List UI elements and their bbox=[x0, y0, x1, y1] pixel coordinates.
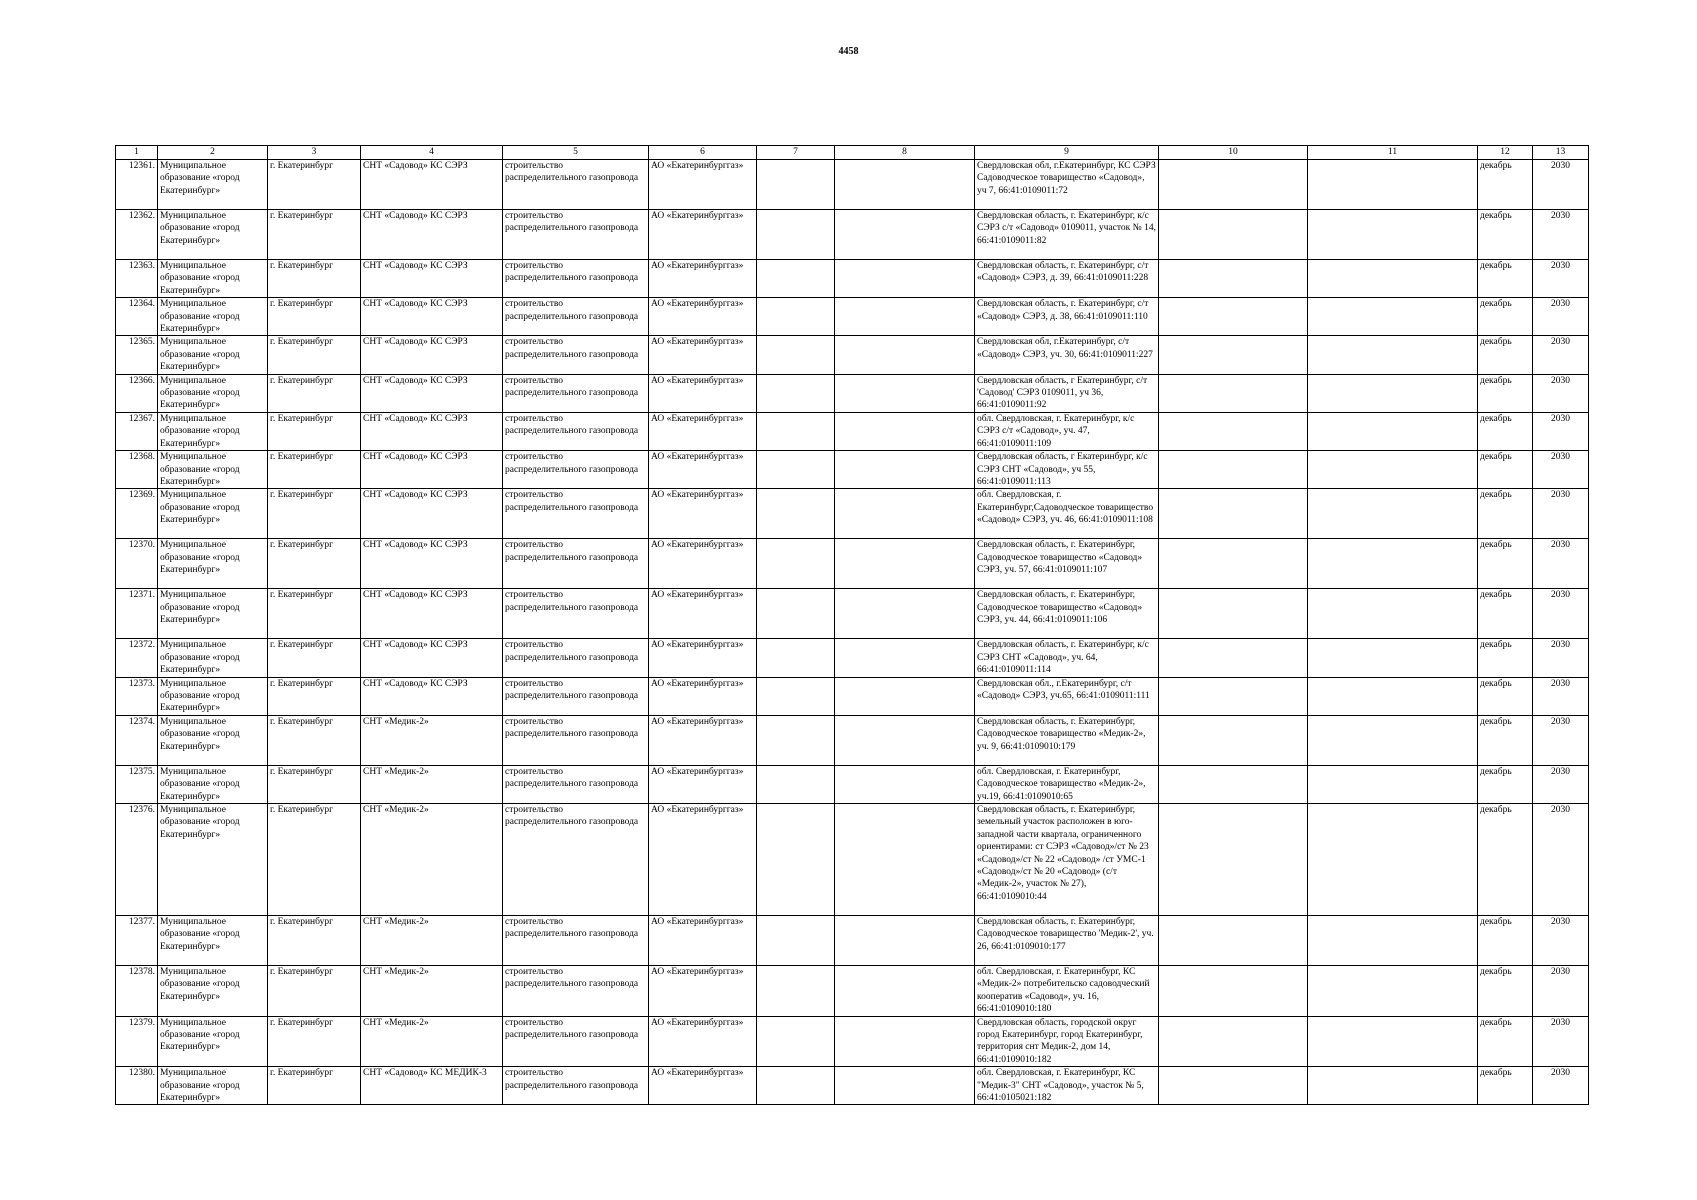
owner-cell: Муниципальное образование «город Екатеринбург» bbox=[158, 210, 268, 260]
year-cell: 2030 bbox=[1533, 489, 1589, 539]
purpose-cell: строительство распределительного газопровода bbox=[503, 965, 649, 1016]
column-header-7: 7 bbox=[757, 146, 835, 160]
empty-cell-11 bbox=[1308, 412, 1478, 450]
object-cell: СНТ «Садовод» КС СЭРЗ bbox=[361, 298, 503, 336]
month-cell: декабрь bbox=[1478, 915, 1533, 965]
operator-cell: АО «Екатеринбурггаз» bbox=[649, 765, 757, 803]
empty-cell-10 bbox=[1159, 765, 1308, 803]
empty-cell-8 bbox=[835, 298, 975, 336]
empty-cell-8 bbox=[835, 715, 975, 765]
table-body bbox=[116, 160, 1589, 1105]
owner-cell: Муниципальное образование «город Екатеринбург» bbox=[158, 489, 268, 539]
empty-cell-10 bbox=[1159, 336, 1308, 374]
address-cell: Свердловская область, г Екатеринбург, с/т 'Садовод' СЭРЗ 0109011, уч 36, 66:41:0109011:92 bbox=[975, 374, 1159, 412]
empty-cell-11 bbox=[1308, 260, 1478, 298]
table-row bbox=[116, 412, 1589, 450]
address-cell: Свердловская обл, г.Екатеринбург, КС СЭРЗ Садоводческое товарищество «Садовод», уч 7, 66:41:0109011:72 bbox=[975, 160, 1159, 210]
row-number: 12367. bbox=[116, 412, 158, 450]
city-cell: г. Екатеринбург bbox=[268, 965, 361, 1016]
empty-cell-11 bbox=[1308, 915, 1478, 965]
empty-cell-10 bbox=[1159, 260, 1308, 298]
row-number: 12373. bbox=[116, 677, 158, 715]
empty-cell-7 bbox=[757, 374, 835, 412]
register-table bbox=[115, 145, 1589, 1105]
empty-cell-7 bbox=[757, 715, 835, 765]
operator-cell: АО «Екатеринбурггаз» bbox=[649, 915, 757, 965]
column-header-6: 6 bbox=[649, 146, 757, 160]
operator-cell: АО «Екатеринбурггаз» bbox=[649, 412, 757, 450]
address-cell: Свердловская область, г. Екатеринбург, с/т «Садовод» СЭРЗ, д. 39, 66:41:0109011:228 bbox=[975, 260, 1159, 298]
empty-cell-8 bbox=[835, 451, 975, 489]
object-cell: СНТ «Медик-2» bbox=[361, 1016, 503, 1067]
owner-cell: Муниципальное образование «город Екатеринбург» bbox=[158, 915, 268, 965]
empty-cell-7 bbox=[757, 915, 835, 965]
empty-cell-7 bbox=[757, 1067, 835, 1105]
empty-cell-8 bbox=[835, 160, 975, 210]
object-cell: СНТ «Садовод» КС СЭРЗ bbox=[361, 160, 503, 210]
row-number: 12366. bbox=[116, 374, 158, 412]
table-row bbox=[116, 715, 1589, 765]
object-cell: СНТ «Садовод» КС СЭРЗ bbox=[361, 639, 503, 677]
empty-cell-11 bbox=[1308, 298, 1478, 336]
object-cell: СНТ «Садовод» КС СЭРЗ bbox=[361, 374, 503, 412]
city-cell: г. Екатеринбург bbox=[268, 589, 361, 639]
city-cell: г. Екатеринбург bbox=[268, 374, 361, 412]
address-cell: Свердловская область, г. Екатеринбург, к/с СЭРЗ СНТ «Садовод», уч. 64, 66:41:0109011:114 bbox=[975, 639, 1159, 677]
year-cell: 2030 bbox=[1533, 374, 1589, 412]
empty-cell-10 bbox=[1159, 1067, 1308, 1105]
month-cell: декабрь bbox=[1478, 489, 1533, 539]
month-cell: декабрь bbox=[1478, 677, 1533, 715]
month-cell: декабрь bbox=[1478, 1016, 1533, 1067]
purpose-cell: строительство распределительного газопровода bbox=[503, 260, 649, 298]
empty-cell-8 bbox=[835, 539, 975, 589]
table-row bbox=[116, 539, 1589, 589]
column-header-3: 3 bbox=[268, 146, 361, 160]
address-cell: обл. Свердловская, г. Екатеринбург, КС "Медик-3" СНТ «Садовод», участок № 5, 66:41:0105021:182 bbox=[975, 1067, 1159, 1105]
purpose-cell: строительство распределительного газопровода bbox=[503, 1016, 649, 1067]
empty-cell-10 bbox=[1159, 965, 1308, 1016]
purpose-cell: строительство распределительного газопровода bbox=[503, 160, 649, 210]
empty-cell-8 bbox=[835, 260, 975, 298]
column-header-9: 9 bbox=[975, 146, 1159, 160]
row-number: 12372. bbox=[116, 639, 158, 677]
empty-cell-7 bbox=[757, 677, 835, 715]
column-header-12: 12 bbox=[1478, 146, 1533, 160]
year-cell: 2030 bbox=[1533, 210, 1589, 260]
object-cell: СНТ «Садовод» КС СЭРЗ bbox=[361, 539, 503, 589]
address-cell: Свердловская область, г. Екатеринбург, Садоводческое товарищество «Садовод» СЭРЗ, уч. 44, 66:41:0109011:106 bbox=[975, 589, 1159, 639]
row-number: 12380. bbox=[116, 1067, 158, 1105]
row-number: 12362. bbox=[116, 210, 158, 260]
owner-cell: Муниципальное образование «город Екатеринбург» bbox=[158, 589, 268, 639]
empty-cell-7 bbox=[757, 589, 835, 639]
operator-cell: АО «Екатеринбурггаз» bbox=[649, 715, 757, 765]
address-cell: Свердловская область, г. Екатеринбург, земельный участок расположен в юго-западной части квартала, ограниченного ориентирами: ст СЭРЗ «Садовод»/ст № 23 «Садовод»/ст № 22 «Садовод» /ст УМС-1 «Садовод»/ст № 20 «Садовод» (с/т «Медик-2», участок № 27), 66:41:0109010:44 bbox=[975, 803, 1159, 915]
year-cell: 2030 bbox=[1533, 336, 1589, 374]
month-cell: декабрь bbox=[1478, 803, 1533, 915]
object-cell: СНТ «Медик-2» bbox=[361, 765, 503, 803]
address-cell: Свердловская область, г. Екатеринбург, Садоводческое товарищество «Медик-2», уч. 9, 66:41:0109010:179 bbox=[975, 715, 1159, 765]
empty-cell-10 bbox=[1159, 412, 1308, 450]
operator-cell: АО «Екатеринбурггаз» bbox=[649, 210, 757, 260]
empty-cell-11 bbox=[1308, 715, 1478, 765]
empty-cell-10 bbox=[1159, 374, 1308, 412]
empty-cell-11 bbox=[1308, 336, 1478, 374]
purpose-cell: строительство распределительного газопровода bbox=[503, 715, 649, 765]
operator-cell: АО «Екатеринбурггаз» bbox=[649, 539, 757, 589]
table-row bbox=[116, 260, 1589, 298]
year-cell: 2030 bbox=[1533, 160, 1589, 210]
object-cell: СНТ «Садовод» КС СЭРЗ bbox=[361, 210, 503, 260]
empty-cell-11 bbox=[1308, 589, 1478, 639]
owner-cell: Муниципальное образование «город Екатеринбург» bbox=[158, 677, 268, 715]
city-cell: г. Екатеринбург bbox=[268, 489, 361, 539]
city-cell: г. Екатеринбург bbox=[268, 715, 361, 765]
address-cell: Свердловская область, городской округ город Екатеринбург, город Екатеринбург, территория снт Медик-2, дом 14, 66:41:0109010:182 bbox=[975, 1016, 1159, 1067]
owner-cell: Муниципальное образование «город Екатеринбург» bbox=[158, 1067, 268, 1105]
operator-cell: АО «Екатеринбурггаз» bbox=[649, 639, 757, 677]
object-cell: СНТ «Садовод» КС СЭРЗ bbox=[361, 677, 503, 715]
empty-cell-7 bbox=[757, 336, 835, 374]
column-header-5: 5 bbox=[503, 146, 649, 160]
month-cell: декабрь bbox=[1478, 412, 1533, 450]
empty-cell-8 bbox=[835, 765, 975, 803]
address-cell: обл. Свердловская, г. Екатеринбург, к/с СЭРЗ с/т «Садовод», уч. 47, 66:41:0109011:109 bbox=[975, 412, 1159, 450]
empty-cell-7 bbox=[757, 489, 835, 539]
row-number: 12361. bbox=[116, 160, 158, 210]
year-cell: 2030 bbox=[1533, 539, 1589, 589]
column-header-10: 10 bbox=[1159, 146, 1308, 160]
object-cell: СНТ «Медик-2» bbox=[361, 803, 503, 915]
owner-cell: Муниципальное образование «город Екатеринбург» bbox=[158, 965, 268, 1016]
empty-cell-8 bbox=[835, 589, 975, 639]
purpose-cell: строительство распределительного газопровода bbox=[503, 412, 649, 450]
empty-cell-7 bbox=[757, 210, 835, 260]
empty-cell-8 bbox=[835, 915, 975, 965]
purpose-cell: строительство распределительного газопровода bbox=[503, 589, 649, 639]
row-number: 12365. bbox=[116, 336, 158, 374]
empty-cell-7 bbox=[757, 451, 835, 489]
empty-cell-7 bbox=[757, 260, 835, 298]
operator-cell: АО «Екатеринбурггаз» bbox=[649, 965, 757, 1016]
city-cell: г. Екатеринбург bbox=[268, 639, 361, 677]
table-row bbox=[116, 589, 1589, 639]
empty-cell-7 bbox=[757, 765, 835, 803]
operator-cell: АО «Екатеринбурггаз» bbox=[649, 260, 757, 298]
column-header-2: 2 bbox=[158, 146, 268, 160]
month-cell: декабрь bbox=[1478, 765, 1533, 803]
owner-cell: Муниципальное образование «город Екатеринбург» bbox=[158, 715, 268, 765]
city-cell: г. Екатеринбург bbox=[268, 1016, 361, 1067]
month-cell: декабрь bbox=[1478, 639, 1533, 677]
operator-cell: АО «Екатеринбурггаз» bbox=[649, 160, 757, 210]
city-cell: г. Екатеринбург bbox=[268, 160, 361, 210]
purpose-cell: строительство распределительного газопровода bbox=[503, 803, 649, 915]
empty-cell-8 bbox=[835, 803, 975, 915]
month-cell: декабрь bbox=[1478, 965, 1533, 1016]
object-cell: СНТ «Медик-2» bbox=[361, 965, 503, 1016]
owner-cell: Муниципальное образование «город Екатеринбург» bbox=[158, 374, 268, 412]
empty-cell-10 bbox=[1159, 677, 1308, 715]
empty-cell-10 bbox=[1159, 639, 1308, 677]
empty-cell-7 bbox=[757, 539, 835, 589]
operator-cell: АО «Екатеринбурггаз» bbox=[649, 1016, 757, 1067]
empty-cell-10 bbox=[1159, 915, 1308, 965]
empty-cell-7 bbox=[757, 803, 835, 915]
month-cell: декабрь bbox=[1478, 589, 1533, 639]
empty-cell-8 bbox=[835, 210, 975, 260]
address-cell: Свердловская область, г Екатеринбург, к/с СЭРЗ СНТ «Садовод», уч 55, 66:41:0109011:113 bbox=[975, 451, 1159, 489]
empty-cell-11 bbox=[1308, 539, 1478, 589]
month-cell: декабрь bbox=[1478, 1067, 1533, 1105]
owner-cell: Муниципальное образование «город Екатеринбург» bbox=[158, 765, 268, 803]
operator-cell: АО «Екатеринбурггаз» bbox=[649, 677, 757, 715]
address-cell: Свердловская обл, г.Екатеринбург, с/т «Садовод» СЭРЗ, уч. 30, 66:41:0109011:227 bbox=[975, 336, 1159, 374]
month-cell: декабрь bbox=[1478, 451, 1533, 489]
purpose-cell: строительство распределительного газопровода bbox=[503, 539, 649, 589]
address-cell: обл. Свердловская, г. Екатеринбург,Садоводческое товарищество «Садовод» СЭРЗ, уч. 46, 66:41:0109011:108 bbox=[975, 489, 1159, 539]
address-cell: Свердловская область, г. Екатеринбург, к/с СЭРЗ с/т «Садовод» 0109011, участок № 14, 66:41:0109011:82 bbox=[975, 210, 1159, 260]
table-row bbox=[116, 677, 1589, 715]
table-row bbox=[116, 160, 1589, 210]
empty-cell-11 bbox=[1308, 965, 1478, 1016]
row-number: 12375. bbox=[116, 765, 158, 803]
year-cell: 2030 bbox=[1533, 915, 1589, 965]
city-cell: г. Екатеринбург bbox=[268, 915, 361, 965]
row-number: 12363. bbox=[116, 260, 158, 298]
address-cell: Свердловская обл., г.Екатеринбург, с/т «Садовод» СЭРЗ, уч.65, 66:41:0109011:111 bbox=[975, 677, 1159, 715]
year-cell: 2030 bbox=[1533, 639, 1589, 677]
object-cell: СНТ «Садовод» КС СЭРЗ bbox=[361, 589, 503, 639]
city-cell: г. Екатеринбург bbox=[268, 210, 361, 260]
table-row bbox=[116, 489, 1589, 539]
table-row bbox=[116, 336, 1589, 374]
table-row bbox=[116, 451, 1589, 489]
empty-cell-10 bbox=[1159, 1016, 1308, 1067]
address-cell: Свердловская область, г. Екатеринбург, Садоводческое товарищество «Садовод» СЭРЗ, уч. 57, 66:41:0109011:107 bbox=[975, 539, 1159, 589]
empty-cell-11 bbox=[1308, 677, 1478, 715]
object-cell: СНТ «Садовод» КС СЭРЗ bbox=[361, 260, 503, 298]
empty-cell-11 bbox=[1308, 451, 1478, 489]
empty-cell-8 bbox=[835, 1067, 975, 1105]
year-cell: 2030 bbox=[1533, 803, 1589, 915]
operator-cell: АО «Екатеринбурггаз» bbox=[649, 336, 757, 374]
empty-cell-8 bbox=[835, 1016, 975, 1067]
purpose-cell: строительство распределительного газопровода bbox=[503, 915, 649, 965]
year-cell: 2030 bbox=[1533, 260, 1589, 298]
purpose-cell: строительство распределительного газопровода bbox=[503, 489, 649, 539]
city-cell: г. Екатеринбург bbox=[268, 298, 361, 336]
row-number: 12371. bbox=[116, 589, 158, 639]
empty-cell-10 bbox=[1159, 803, 1308, 915]
empty-cell-10 bbox=[1159, 451, 1308, 489]
row-number: 12374. bbox=[116, 715, 158, 765]
owner-cell: Муниципальное образование «город Екатеринбург» bbox=[158, 160, 268, 210]
year-cell: 2030 bbox=[1533, 765, 1589, 803]
object-cell: СНТ «Медик-2» bbox=[361, 715, 503, 765]
table-row bbox=[116, 915, 1589, 965]
year-cell: 2030 bbox=[1533, 1067, 1589, 1105]
empty-cell-10 bbox=[1159, 589, 1308, 639]
owner-cell: Муниципальное образование «город Екатеринбург» bbox=[158, 451, 268, 489]
empty-cell-11 bbox=[1308, 1067, 1478, 1105]
row-number: 12368. bbox=[116, 451, 158, 489]
purpose-cell: строительство распределительного газопровода bbox=[503, 451, 649, 489]
month-cell: декабрь bbox=[1478, 336, 1533, 374]
table-row bbox=[116, 1016, 1589, 1067]
purpose-cell: строительство распределительного газопровода bbox=[503, 210, 649, 260]
year-cell: 2030 bbox=[1533, 965, 1589, 1016]
table-row bbox=[116, 765, 1589, 803]
empty-cell-11 bbox=[1308, 210, 1478, 260]
month-cell: декабрь bbox=[1478, 715, 1533, 765]
table-row bbox=[116, 639, 1589, 677]
owner-cell: Муниципальное образование «город Екатеринбург» bbox=[158, 260, 268, 298]
empty-cell-7 bbox=[757, 965, 835, 1016]
address-cell: Свердловская область, г. Екатеринбург, Садоводческое товарищество 'Медик-2', уч. 26, 66:41:0109010:177 bbox=[975, 915, 1159, 965]
empty-cell-11 bbox=[1308, 374, 1478, 412]
table-row bbox=[116, 803, 1589, 915]
empty-cell-8 bbox=[835, 965, 975, 1016]
month-cell: декабрь bbox=[1478, 374, 1533, 412]
empty-cell-11 bbox=[1308, 1016, 1478, 1067]
row-number: 12378. bbox=[116, 965, 158, 1016]
owner-cell: Муниципальное образование «город Екатеринбург» bbox=[158, 336, 268, 374]
month-cell: декабрь bbox=[1478, 210, 1533, 260]
table-row bbox=[116, 1067, 1589, 1105]
city-cell: г. Екатеринбург bbox=[268, 677, 361, 715]
city-cell: г. Екатеринбург bbox=[268, 260, 361, 298]
row-number: 12364. bbox=[116, 298, 158, 336]
column-header-4: 4 bbox=[361, 146, 503, 160]
empty-cell-7 bbox=[757, 1016, 835, 1067]
owner-cell: Муниципальное образование «город Екатеринбург» bbox=[158, 539, 268, 589]
owner-cell: Муниципальное образование «город Екатеринбург» bbox=[158, 639, 268, 677]
year-cell: 2030 bbox=[1533, 451, 1589, 489]
empty-cell-7 bbox=[757, 639, 835, 677]
row-number: 12377. bbox=[116, 915, 158, 965]
operator-cell: АО «Екатеринбурггаз» bbox=[649, 589, 757, 639]
address-cell: обл. Свердловская, г. Екатеринбург, КС «Медик-2» потребительско садоводческий кооператив «Садовод», уч. 16, 66:41:0109010:180 bbox=[975, 965, 1159, 1016]
city-cell: г. Екатеринбург bbox=[268, 336, 361, 374]
empty-cell-11 bbox=[1308, 489, 1478, 539]
operator-cell: АО «Екатеринбурггаз» bbox=[649, 803, 757, 915]
city-cell: г. Екатеринбург bbox=[268, 539, 361, 589]
owner-cell: Муниципальное образование «город Екатеринбург» bbox=[158, 412, 268, 450]
empty-cell-8 bbox=[835, 677, 975, 715]
city-cell: г. Екатеринбург bbox=[268, 803, 361, 915]
purpose-cell: строительство распределительного газопровода bbox=[503, 677, 649, 715]
purpose-cell: строительство распределительного газопровода bbox=[503, 336, 649, 374]
address-cell: Свердловская область, г. Екатеринбург, с/т «Садовод» СЭРЗ, д. 38, 66:41:0109011:110 bbox=[975, 298, 1159, 336]
empty-cell-7 bbox=[757, 412, 835, 450]
empty-cell-7 bbox=[757, 160, 835, 210]
header-row bbox=[116, 146, 1589, 160]
empty-cell-10 bbox=[1159, 489, 1308, 539]
owner-cell: Муниципальное образование «город Екатеринбург» bbox=[158, 803, 268, 915]
month-cell: декабрь bbox=[1478, 160, 1533, 210]
empty-cell-10 bbox=[1159, 160, 1308, 210]
month-cell: декабрь bbox=[1478, 539, 1533, 589]
page-number: 4458 bbox=[838, 46, 859, 57]
empty-cell-10 bbox=[1159, 298, 1308, 336]
owner-cell: Муниципальное образование «город Екатеринбург» bbox=[158, 1016, 268, 1067]
object-cell: СНТ «Садовод» КС СЭРЗ bbox=[361, 412, 503, 450]
city-cell: г. Екатеринбург bbox=[268, 765, 361, 803]
city-cell: г. Екатеринбург bbox=[268, 412, 361, 450]
operator-cell: АО «Екатеринбурггаз» bbox=[649, 374, 757, 412]
city-cell: г. Екатеринбург bbox=[268, 1067, 361, 1105]
empty-cell-7 bbox=[757, 298, 835, 336]
row-number: 12369. bbox=[116, 489, 158, 539]
purpose-cell: строительство распределительного газопровода bbox=[503, 298, 649, 336]
operator-cell: АО «Екатеринбурггаз» bbox=[649, 451, 757, 489]
table-row bbox=[116, 210, 1589, 260]
table-row bbox=[116, 298, 1589, 336]
year-cell: 2030 bbox=[1533, 589, 1589, 639]
empty-cell-11 bbox=[1308, 639, 1478, 677]
purpose-cell: строительство распределительного газопровода bbox=[503, 639, 649, 677]
row-number: 12370. bbox=[116, 539, 158, 589]
object-cell: СНТ «Садовод» КС СЭРЗ bbox=[361, 451, 503, 489]
purpose-cell: строительство распределительного газопровода bbox=[503, 765, 649, 803]
column-header-13: 13 bbox=[1533, 146, 1589, 160]
empty-cell-10 bbox=[1159, 539, 1308, 589]
operator-cell: АО «Екатеринбурггаз» bbox=[649, 298, 757, 336]
purpose-cell: строительство распределительного газопровода bbox=[503, 1067, 649, 1105]
purpose-cell: строительство распределительного газопровода bbox=[503, 374, 649, 412]
operator-cell: АО «Екатеринбурггаз» bbox=[649, 489, 757, 539]
object-cell: СНТ «Садовод» КС МЕДИК-3 bbox=[361, 1067, 503, 1105]
empty-cell-11 bbox=[1308, 803, 1478, 915]
empty-cell-11 bbox=[1308, 765, 1478, 803]
month-cell: декабрь bbox=[1478, 298, 1533, 336]
address-cell: обл. Свердловская, г. Екатеринбург, Садоводческое товарищество «Медик-2», уч.19, 66:41:0109010:65 bbox=[975, 765, 1159, 803]
column-header-11: 11 bbox=[1308, 146, 1478, 160]
table-row bbox=[116, 965, 1589, 1016]
empty-cell-11 bbox=[1308, 160, 1478, 210]
table-row bbox=[116, 374, 1589, 412]
month-cell: декабрь bbox=[1478, 260, 1533, 298]
year-cell: 2030 bbox=[1533, 1016, 1589, 1067]
year-cell: 2030 bbox=[1533, 412, 1589, 450]
object-cell: СНТ «Медик-2» bbox=[361, 915, 503, 965]
empty-cell-8 bbox=[835, 489, 975, 539]
year-cell: 2030 bbox=[1533, 715, 1589, 765]
operator-cell: АО «Екатеринбурггаз» bbox=[649, 1067, 757, 1105]
object-cell: СНТ «Садовод» КС СЭРЗ bbox=[361, 336, 503, 374]
city-cell: г. Екатеринбург bbox=[268, 451, 361, 489]
empty-cell-8 bbox=[835, 336, 975, 374]
year-cell: 2030 bbox=[1533, 677, 1589, 715]
owner-cell: Муниципальное образование «город Екатеринбург» bbox=[158, 298, 268, 336]
empty-cell-8 bbox=[835, 639, 975, 677]
year-cell: 2030 bbox=[1533, 298, 1589, 336]
empty-cell-10 bbox=[1159, 715, 1308, 765]
row-number: 12376. bbox=[116, 803, 158, 915]
empty-cell-8 bbox=[835, 374, 975, 412]
empty-cell-10 bbox=[1159, 210, 1308, 260]
object-cell: СНТ «Садовод» КС СЭРЗ bbox=[361, 489, 503, 539]
row-number: 12379. bbox=[116, 1016, 158, 1067]
empty-cell-8 bbox=[835, 412, 975, 450]
column-header-1: 1 bbox=[116, 146, 158, 160]
column-header-8: 8 bbox=[835, 146, 975, 160]
